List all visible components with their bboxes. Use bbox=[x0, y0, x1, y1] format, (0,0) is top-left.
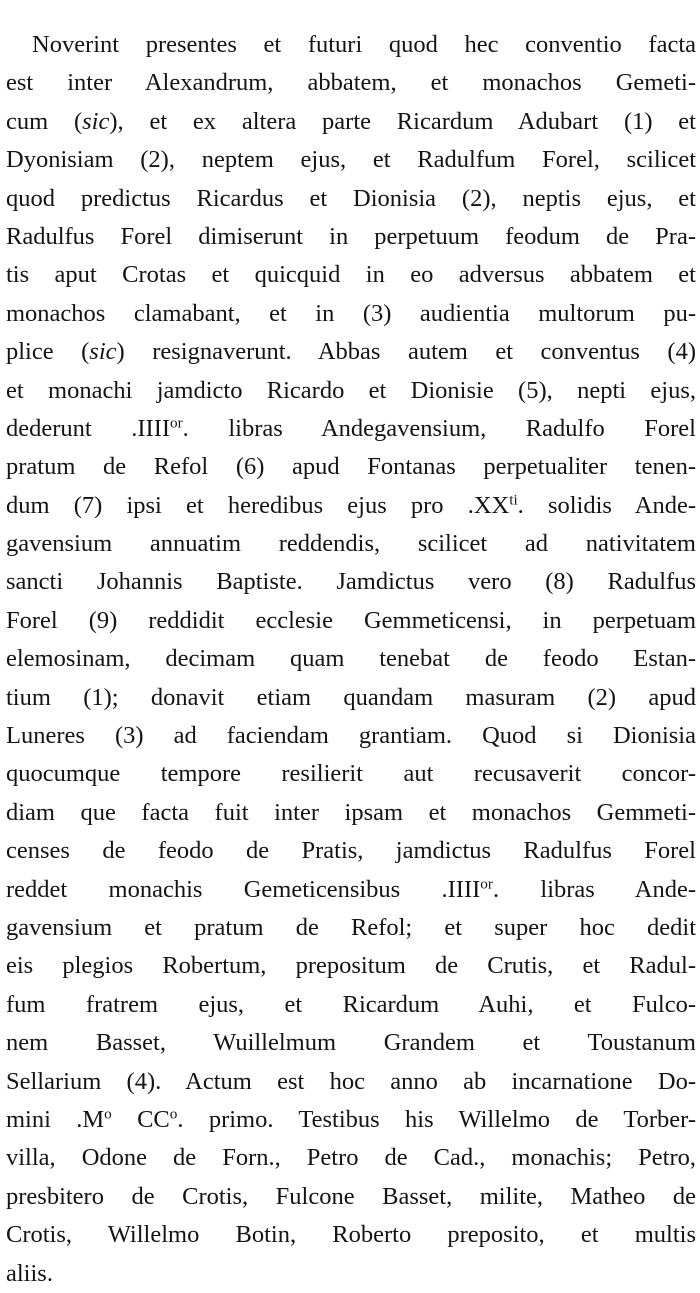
text-line: elemosinam, decimam quam tenebat de feodo Estan- bbox=[6, 645, 696, 673]
document-page bbox=[6, 26, 696, 1293]
text-line: censes de feodo de Pratis, jamdictus Radulfus Forel bbox=[6, 837, 696, 865]
text-line bbox=[6, 487, 696, 525]
italic-sic: sic bbox=[82, 107, 110, 135]
text-line: sancti Johannis Baptiste. Jamdictus vero (8) Radulfus bbox=[6, 568, 696, 596]
text-line: Luneres (3) ad faciendam grantiam. Quod si Dionisia bbox=[6, 722, 696, 750]
text-line: tis aput Crotas et quicquid in eo adversus abbatem et bbox=[6, 261, 696, 289]
text-line: aliis. bbox=[6, 1259, 53, 1287]
text-line: est inter Alexandrum, abbatem, et monachos Gemeti- bbox=[6, 69, 696, 97]
text-line: pratum de Refol (6) apud Fontanas perpetualiter tenen- bbox=[6, 453, 696, 481]
text-line: Crotis, Willelmo Botin, Roberto preposito, et multis bbox=[6, 1221, 696, 1249]
superscript-abbreviation: o bbox=[104, 1105, 112, 1123]
text-line: tium (1); donavit etiam quandam masuram (2) apud bbox=[6, 683, 696, 711]
text-line: eis plegios Robertum, prepositum de Crutis, et Radul- bbox=[6, 952, 696, 980]
text-line: villa, Odone de Forn., Petro de Cad., monachis; Petro, bbox=[6, 1144, 696, 1172]
text-line: Radulfus Forel dimiserunt in perpetuum feodum de Pra- bbox=[6, 222, 696, 250]
superscript-abbreviation: or bbox=[480, 875, 493, 893]
text-line bbox=[6, 410, 696, 448]
text-segment: mini .M bbox=[6, 1105, 105, 1133]
text-line: Noverint presentes et futuri quod hec conventio facta bbox=[32, 31, 696, 58]
text-segment: . primo. Testibus his Willelmo de Torber- bbox=[177, 1105, 696, 1133]
superscript-abbreviation: ti bbox=[509, 491, 518, 509]
text-segment: ), et ex altera parte Ricardum Adubart (1) et bbox=[109, 107, 696, 135]
text-line bbox=[6, 103, 696, 141]
text-line: Dyonisiam (2), neptem ejus, et Radulfum Forel, scilicet bbox=[6, 146, 696, 174]
charter-paragraph bbox=[6, 26, 696, 1293]
text-line bbox=[6, 333, 696, 371]
text-line: gavensium et pratum de Refol; et super hoc dedit bbox=[6, 913, 696, 941]
italic-sic: sic bbox=[89, 338, 117, 366]
text-line: quocumque tempore resilierit aut recusaverit concor- bbox=[6, 760, 696, 788]
text-segment: cum ( bbox=[6, 107, 83, 135]
superscript-abbreviation: or bbox=[170, 414, 183, 432]
text-line: nem Basset, Wuillelmum Grandem et Toustanum bbox=[6, 1029, 696, 1057]
text-segment: plice ( bbox=[6, 338, 90, 366]
text-segment: dum (7) ipsi et heredibus ejus pro .XX bbox=[6, 491, 510, 519]
superscript-abbreviation: o bbox=[169, 1105, 178, 1123]
text-line: et monachi jamdicto Ricardo et Dionisie (5), nepti ejus, bbox=[6, 376, 696, 404]
text-line bbox=[6, 871, 696, 909]
text-line bbox=[6, 1101, 696, 1139]
text-line: monachos clamabant, et in (3) audientia multorum pu- bbox=[6, 299, 696, 327]
text-segment: . libras Ande- bbox=[492, 875, 696, 903]
text-line: presbitero de Crotis, Fulcone Basset, milite, Matheo de bbox=[6, 1182, 696, 1210]
text-segment: dederunt .IIII bbox=[6, 414, 171, 442]
text-segment: reddet monachis Gemeticensibus .IIII bbox=[6, 875, 481, 903]
text-segment: ) resignaverunt. Abbas autem et conventus (4) bbox=[116, 338, 696, 366]
text-line: Sellarium (4). Actum est hoc anno ab incarnatione Do- bbox=[6, 1067, 696, 1095]
text-line: Forel (9) reddidit ecclesie Gemmeticensi, in perpetuam bbox=[6, 606, 696, 634]
text-segment: CC bbox=[111, 1105, 170, 1133]
text-line: gavensium annuatim reddendis, scilicet ad nativitatem bbox=[6, 530, 696, 558]
text-segment: . libras Andegavensium, Radulfo Forel bbox=[182, 414, 696, 442]
text-line: fum fratrem ejus, et Ricardum Auhi, et Fulco- bbox=[6, 990, 696, 1018]
text-line: diam que facta fuit inter ipsam et monachos Gemmeti- bbox=[6, 798, 696, 826]
text-line: quod predictus Ricardus et Dionisia (2), neptis ejus, et bbox=[6, 184, 696, 212]
text-segment: . solidis Ande- bbox=[517, 491, 696, 519]
